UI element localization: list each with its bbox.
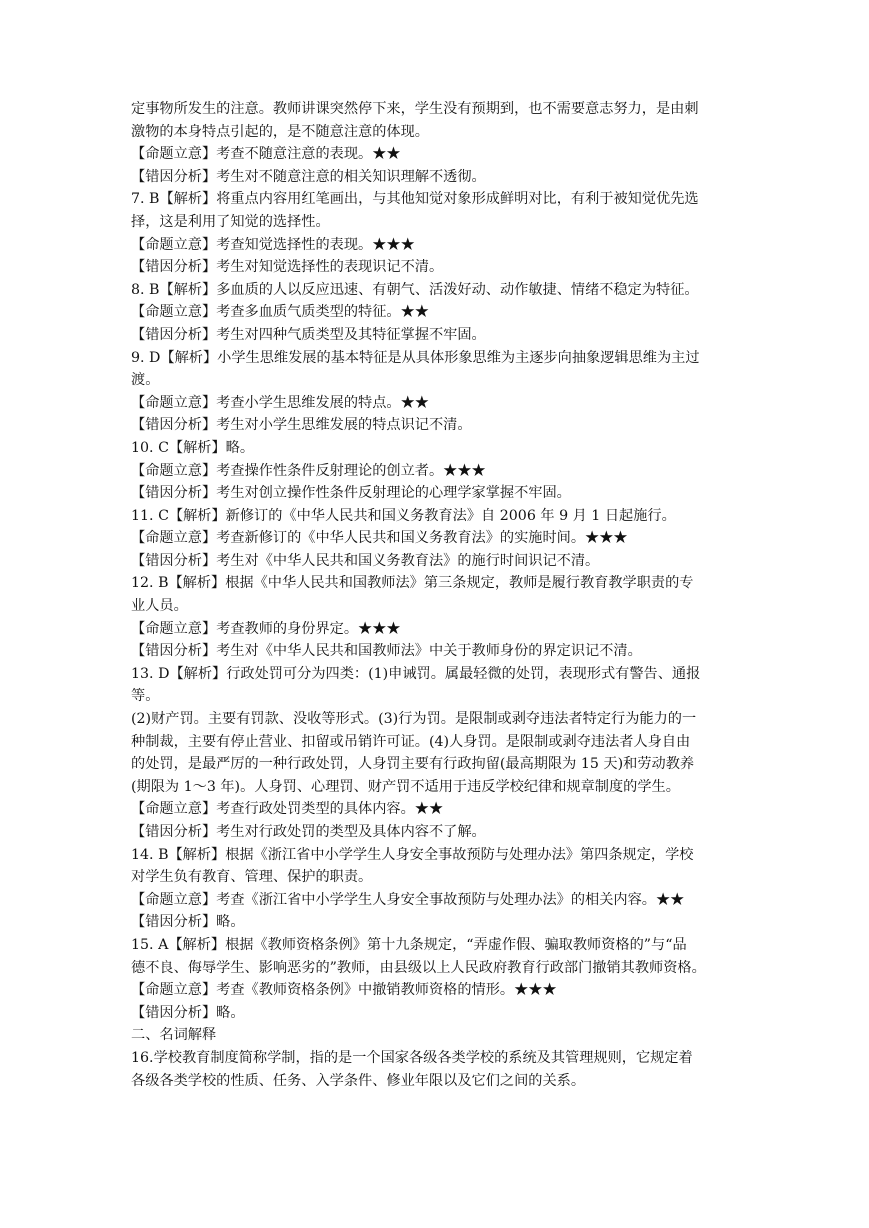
text-line: 【错因分析】考生对行政处罚的类型及具体内容不了解。: [131, 824, 486, 840]
text-line: 9. D【解析】小学生思维发展的基本特征是从具体形象思维为主逐步向抽象逻辑思维为主过: [131, 349, 700, 366]
text-line: 【命题立意】考查教师的身份界定。★★★: [131, 620, 401, 637]
text-line: 【命题立意】考查不随意注意的表现。★★: [131, 146, 401, 163]
text-line: 对学生负有教育、管理、保护的职责。: [131, 869, 373, 886]
text-line: 14. B【解析】根据《浙江省中小学学生人身安全事故预防与处理办法》第四条规定，学校: [131, 846, 694, 863]
text-line: (2)财产罚。主要有罚款、没收等形式。(3)行为罚。是限制或剥夺违法者特定行为能力的一: [131, 711, 697, 728]
text-line: 种制裁，主要有停止营业、扣留或吊销许可证。(4)人身罚。是限制或剥夺违法者人身自由: [131, 733, 691, 750]
answer-explanation-text: [131, 98, 741, 1092]
text-line: 等。: [131, 688, 160, 705]
text-line: 15. A【解析】根据《教师资格条例》第十九条规定，“弄虚作假、骗取教师资格的”与“品: [131, 936, 687, 953]
text-line: 【错因分析】考生对《中华人民共和国义务教育法》的施行时间识记不清。: [131, 552, 600, 569]
text-line: 定事物所发生的注意。教师讲课突然停下来，学生没有预期到，也不需要意志努力，是由刺: [131, 101, 699, 117]
text-line: 【错因分析】考生对《中华人民共和国教师法》中关于教师身份的界定识记不清。: [131, 643, 642, 660]
text-line: 【错因分析】考生对四种气质类型及其特征掌握不牢固。: [131, 326, 486, 343]
text-line: 的处罚，是最严厉的一种行政处罚，人身罚主要有行政拘留(最高期限为 15 天)和劳动教养: [131, 756, 695, 773]
text-line: 【命题立意】考查新修订的《中华人民共和国义务教育法》的实施时间。★★★: [131, 530, 628, 547]
text-line: 【命题立意】考查小学生思维发展的特点。★★: [131, 394, 429, 411]
text-line: 8. B【解析】多血质的人以反应迅速、有朝气、活泼好动、动作敏捷、情绪不稳定为特征。: [131, 281, 699, 298]
text-line: 13. D【解析】行政处罚可分为四类：(1)申诫罚。属最轻微的处罚，表现形式有警告、通报: [131, 665, 701, 682]
text-line: 12. B【解析】根据《中华人民共和国教师法》第三条规定，教师是履行教育教学职责的专: [131, 575, 694, 592]
text-line: 【命题立意】考查行政处罚类型的具体内容。★★: [131, 801, 444, 818]
text-line: 激物的本身特点引起的，是不随意注意的体现。: [131, 123, 429, 140]
text-line: 【命题立意】考查操作性条件反射理论的创立者。★★★: [131, 462, 486, 479]
text-line: 【错因分析】考生对创立操作性条件反射理论的心理学家掌握不牢固。: [131, 485, 571, 502]
text-line: 各级各类学校的性质、任务、入学条件、修业年限以及它们之间的关系。: [131, 1072, 586, 1089]
text-line: 【错因分析】考生对不随意注意的相关知识理解不透彻。: [131, 168, 486, 185]
text-line: 【错因分析】考生对小学生思维发展的特点识记不清。: [131, 417, 472, 434]
text-line: 二、名词解释: [131, 1027, 217, 1044]
text-line: 7. B【解析】将重点内容用红笔画出，与其他知觉对象形成鲜明对比，有利于被知觉优先选: [131, 191, 699, 208]
text-line: 16.学校教育制度简称学制，指的是一个国家各级各类学校的系统及其管理规则，它规定着: [131, 1049, 693, 1066]
text-line: 【命题立意】考查知觉选择性的表现。★★★: [131, 236, 415, 253]
text-line: 【错因分析】略。: [131, 914, 245, 931]
text-line: 【命题立意】考查多血质气质类型的特征。★★: [131, 304, 429, 321]
text-line: 【错因分析】考生对知觉选择性的表现识记不清。: [131, 259, 444, 276]
text-line: 11. C【解析】新修订的《中华人民共和国义务教育法》自 2006 年 9 月 1 日起施行。: [131, 507, 676, 524]
text-line: 择，这是利用了知觉的选择性。: [131, 213, 330, 230]
text-line: 【命题立意】考查《教师资格条例》中撤销教师资格的情形。★★★: [131, 982, 557, 999]
text-line: 10. C【解析】略。: [131, 439, 255, 456]
text-line: 【命题立意】考查《浙江省中小学学生人身安全事故预防与处理办法》的相关内容。★★: [131, 891, 685, 908]
text-line: (期限为 1～3 年)。人身罚、心理罚、财产罚不适用于违反学校纪律和规章制度的学生。: [131, 778, 680, 795]
text-line: 【错因分析】略。: [131, 1004, 245, 1021]
text-line: 业人员。: [131, 598, 188, 615]
text-line: 渡。: [131, 372, 160, 389]
text-line: 德不良、侮辱学生、影响恶劣的”教师，由县级以上人民政府教育行政部门撤销其教师资格。: [131, 959, 706, 976]
